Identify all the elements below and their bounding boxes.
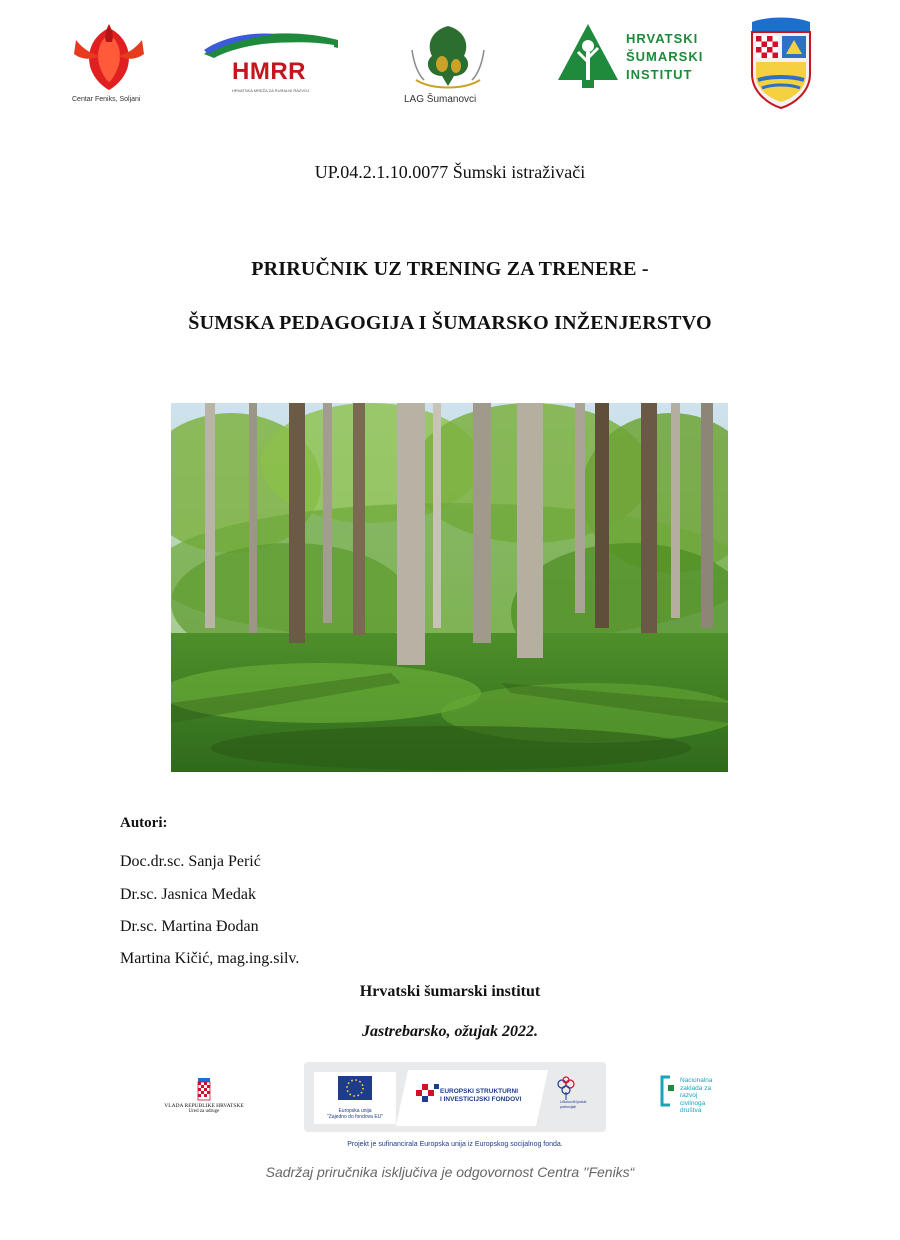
- eu-flag-block: [314, 1072, 396, 1124]
- institute-name: Hrvatski šumarski institut: [359, 983, 541, 1000]
- eu-caption: Europska unija: [338, 1108, 372, 1114]
- croatian-government-logo: [162, 1078, 246, 1118]
- bracket-icon: [660, 1075, 678, 1107]
- esf-caption: Učinkoviti ljudski potencijali: [560, 1100, 587, 1109]
- nacionalna-zaklada-logo: [660, 1075, 730, 1119]
- document-title-line-2: ŠUMSKA PEDAGOGIJA I ŠUMARSKO INŽENJERSTVO: [188, 312, 712, 334]
- croatian-checker-icon: [416, 1082, 440, 1106]
- esf-logo: [548, 1076, 588, 1120]
- document-title-line-1: PRIRUČNIK UZ TRENING ZA TRENERE -: [251, 258, 649, 280]
- author-name: Doc.dr.sc. Sanja Perić: [120, 853, 261, 870]
- disclaimer: Sadržaj priručnika isključiva je odgovornost Centra ''Feniks“: [265, 1164, 635, 1180]
- flower-icon: [548, 1076, 588, 1100]
- feniks-logo: [66, 20, 152, 104]
- croatian-shield-icon: [162, 1078, 246, 1102]
- tree-triangle-icon: [556, 20, 620, 90]
- author-name: Martina Kičić, mag.ing.silv.: [120, 950, 300, 967]
- hsi-wordmark: [626, 30, 703, 84]
- place-and-date: Jastrebarsko, ožujak 2022.: [361, 1023, 539, 1040]
- hsi-line-3: INSTITUT: [626, 67, 693, 82]
- project-code: UP.04.2.1.10.0077 Šumski istraživači: [314, 162, 586, 182]
- author-name: Dr.sc. Martina Đodan: [120, 918, 259, 935]
- eu-funding-banner: [304, 1062, 606, 1132]
- coat-of-arms-icon: [748, 14, 814, 110]
- nz-line: civilnoga: [680, 1099, 706, 1107]
- lag-caption: LAG Šumanovci: [404, 94, 477, 105]
- hsi-line-2: ŠUMARSKI: [626, 49, 704, 64]
- eu-slogan: "Zajedno do fondova EU": [326, 1114, 384, 1120]
- gov-office-caption: Ured za udruge: [188, 1109, 220, 1114]
- nz-line: razvoj: [680, 1092, 698, 1099]
- gov-caption: VLADA REPUBLIKE HRVATSKE: [164, 1103, 244, 1109]
- oak-leaf-icon: [402, 20, 494, 92]
- hsi-line-1: HRVATSKI: [626, 31, 699, 46]
- fields-icon: [204, 28, 338, 62]
- esif-line-1: EUROPSKI STRUKTURNI: [440, 1088, 519, 1095]
- lag-sumanovci-logo: [402, 20, 494, 104]
- esif-line-2: I INVESTICIJSKI FONDOVI: [440, 1096, 522, 1103]
- feniks-caption: Centar Feniks, Soljani: [72, 96, 141, 103]
- nz-line: Nacionalna: [680, 1077, 713, 1084]
- phoenix-icon: [66, 20, 152, 96]
- forest-image: [171, 403, 728, 772]
- nz-caption: [680, 1077, 713, 1115]
- hmrr-logo: [204, 28, 338, 98]
- partner-logos: [0, 14, 900, 104]
- esif-label: [440, 1088, 521, 1104]
- hmrr-wordmark: HMRR: [232, 58, 306, 85]
- hmrr-caption: HRVATSKA MREŽA ZA RURALNI RAZVOJ: [232, 88, 310, 93]
- authors-heading: Autori:: [120, 815, 168, 831]
- author-name: Dr.sc. Jasnica Medak: [120, 886, 256, 903]
- nz-line: društva: [680, 1107, 702, 1114]
- funding-note: Projekt je sufinancirala Europska unija iz Europskog socijalnog fonda.: [347, 1141, 563, 1148]
- forest-photo: [171, 403, 728, 772]
- eu-flag-icon: [314, 1072, 396, 1106]
- zupanja-crest: [748, 14, 814, 110]
- hrvatski-sumarski-institut-logo: [556, 20, 716, 100]
- nz-line: zaklada za: [680, 1084, 712, 1092]
